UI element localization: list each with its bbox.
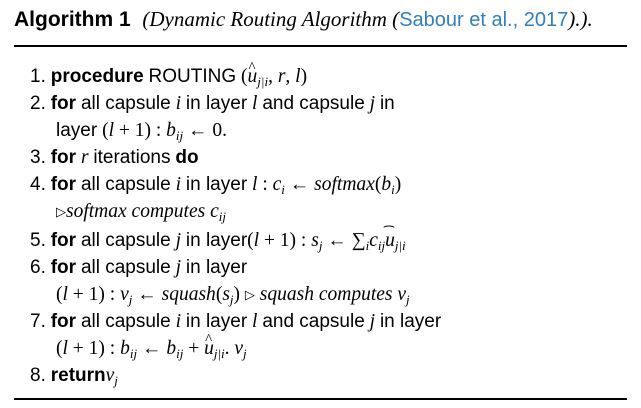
keyword: for xyxy=(50,311,77,332)
line-number: 5. xyxy=(30,230,46,251)
line-text: in layer xyxy=(185,174,248,195)
algorithm-caption xyxy=(14,6,634,33)
keyword: for xyxy=(50,257,77,278)
caption-text: (Dynamic Routing Algorithm ( xyxy=(142,7,400,31)
line-text: all capsule xyxy=(80,311,171,332)
line-text: and capsule xyxy=(262,311,365,332)
line-number: 2. xyxy=(30,93,46,114)
algorithm-line-7: 7. for all capsule i in layer l and capsule j in layer xyxy=(30,311,442,332)
line-text: and capsule xyxy=(262,93,365,114)
keyword: procedure xyxy=(50,66,144,87)
caption-label: Algorithm 1 xyxy=(14,8,131,31)
math: (^ $u_{j|i}$, r, l) xyxy=(241,66,307,87)
algorithm-line-5: 5. for all capsule j in layer(l + 1) : $s_j$ ← $\sum_ic_{ij}⌢$ $u_{j|i}$ xyxy=(30,228,406,254)
line-text: ROUTING xyxy=(148,66,237,87)
algorithm-line-2-cont xyxy=(56,118,227,144)
line-text: iterations xyxy=(93,147,171,168)
comment-triangle-icon: ▷ xyxy=(56,204,66,219)
algorithm-line-4: 4. for all capsule i in layer l : $c_i$ ← $softmax(b_i)$ xyxy=(30,174,402,197)
algorithm-line-1 xyxy=(30,64,307,90)
line-number: 8. xyxy=(30,365,46,386)
line-text: in layer xyxy=(185,93,248,114)
line-text: in layer xyxy=(185,311,248,332)
keyword: for xyxy=(50,230,77,251)
line-text: all capsule xyxy=(80,93,171,114)
keyword: do xyxy=(175,147,199,168)
keyword: return xyxy=(50,365,106,386)
keyword: for xyxy=(50,147,77,168)
line-text: all capsule xyxy=(80,230,171,251)
math: (l + 1) : $v_j$ ← $squash(s_j)$ xyxy=(56,284,241,307)
line-number: 1. xyxy=(30,66,46,87)
math: (l + 1) : $s_j$ ← $\sum_ic_{ij}⌢$ $u_{j|i}$ xyxy=(247,230,406,251)
line-text: all capsule xyxy=(80,257,171,278)
comment-text: squash computes xyxy=(259,284,393,305)
caption-end: ).). xyxy=(568,7,593,31)
line-number: 6. xyxy=(30,257,46,278)
line-number: 4. xyxy=(30,174,46,195)
line-text: all capsule xyxy=(80,174,171,195)
line-text: in layer xyxy=(185,257,248,278)
citation-link[interactable]: Sabour et al., 2017 xyxy=(399,9,569,31)
algorithm-line-7-cont xyxy=(56,336,247,362)
line-number: 3. xyxy=(30,147,46,168)
keyword: for xyxy=(50,93,77,114)
line-number: 7. xyxy=(30,311,46,332)
bottom-rule xyxy=(14,398,627,400)
algorithm-line-3: 3. for r iterations do xyxy=(30,147,199,168)
line-text: in layer xyxy=(379,311,442,332)
algorithm-line-8: 8. returnv$_j$ xyxy=(30,365,118,388)
keyword: for xyxy=(50,174,77,195)
math: l : $c_i$ ← $softmax(b_i)$ xyxy=(252,174,402,197)
algorithm-line-6: 6. for all capsule j in layer xyxy=(30,257,248,278)
algorithm-line-6-cont: (l + 1) : $v_j$ ← $squash(s_j)$ ▷ squash computes $v_j$ xyxy=(56,284,410,307)
algorithm-line-4-comment: ▷softmax computes $c_{ij}$ xyxy=(56,201,226,224)
line-text: in xyxy=(379,93,395,114)
comment-text: softmax computes xyxy=(66,201,206,222)
math: (l + 1) : $b_{ij}$ ← $b_{ij}$ + ^ $u_{j|i}$. $v_j$ xyxy=(56,338,247,359)
line-text: layer xyxy=(56,120,98,141)
comment-triangle-icon: ▷ xyxy=(244,287,255,302)
algorithm-line-2: 2. for all capsule i in layer l and capsule j in xyxy=(30,93,395,114)
top-rule xyxy=(14,45,627,47)
line-text: in layer xyxy=(185,230,248,251)
math: (l + 1) : $b_{ij}$ ← 0. xyxy=(102,120,228,143)
